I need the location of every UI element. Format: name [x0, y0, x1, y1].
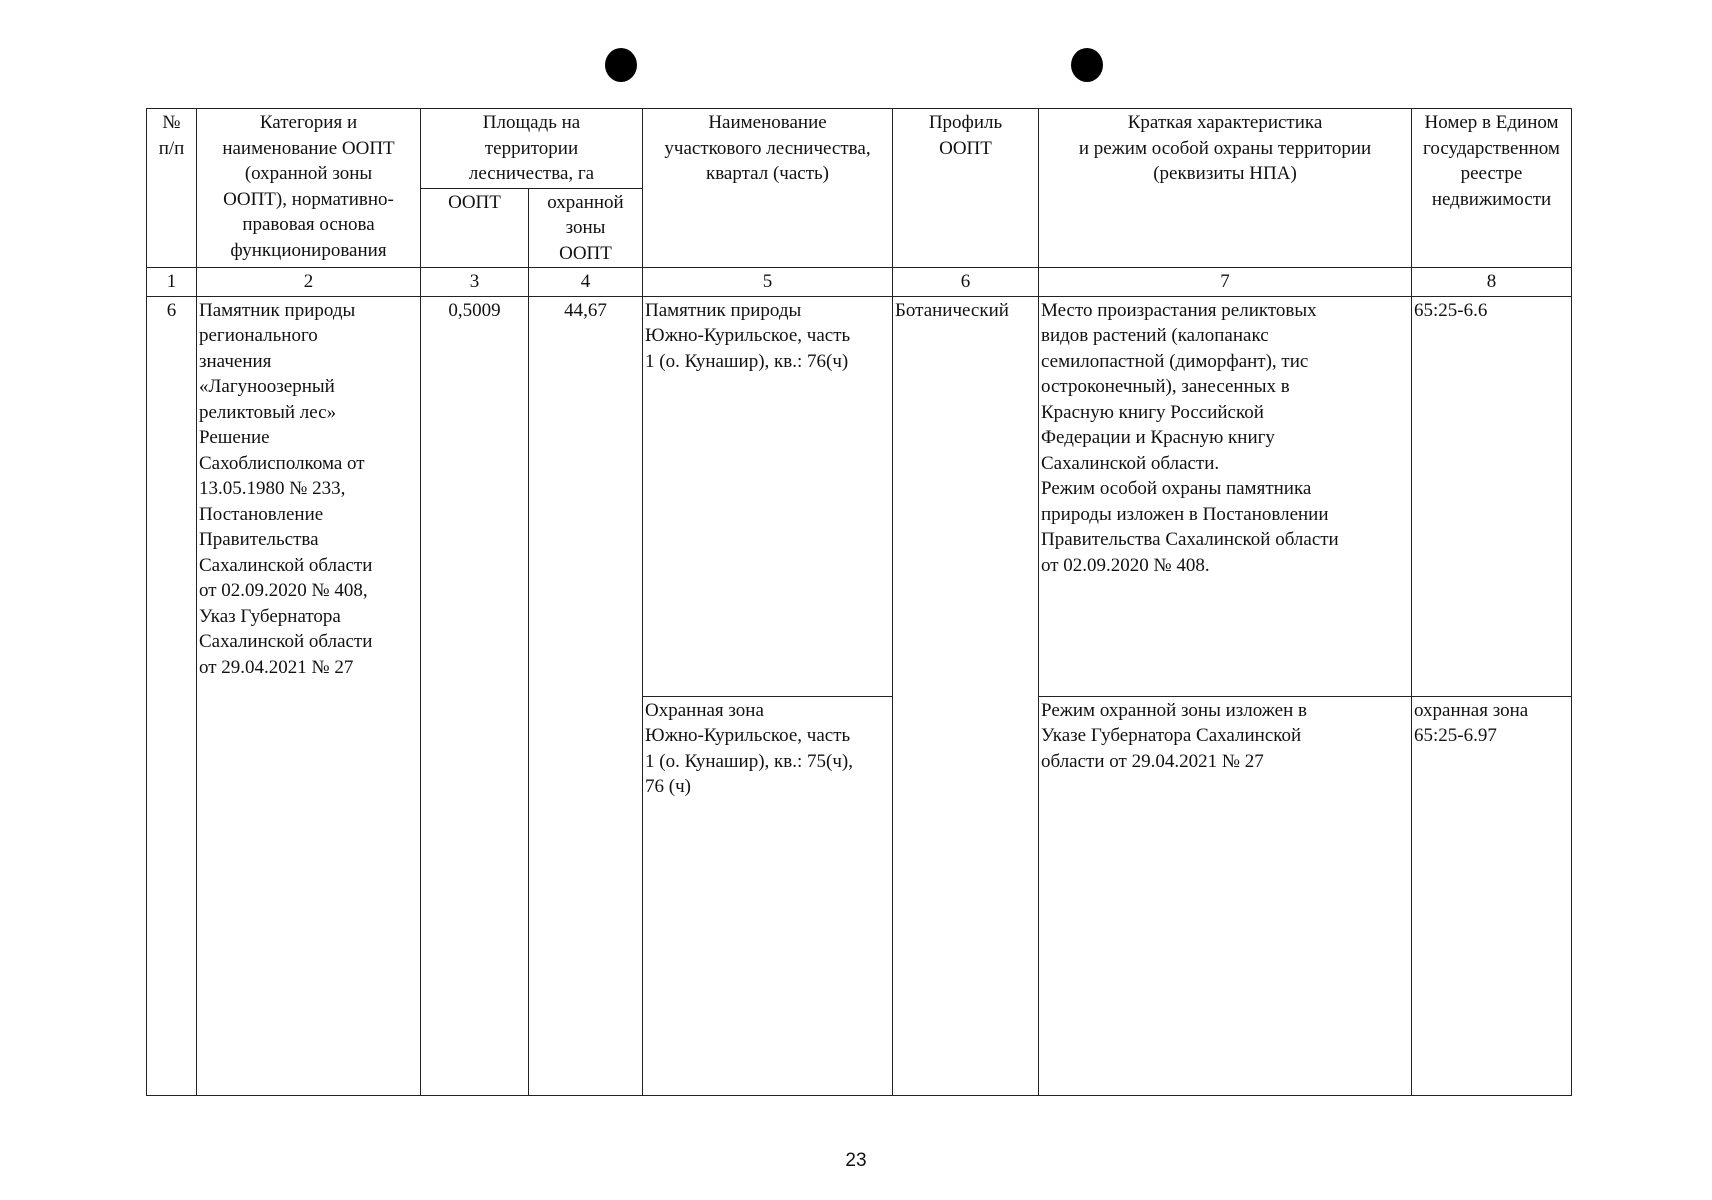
row-cadastre-zone: охранная зона 65:25-6.97	[1412, 696, 1572, 1096]
row-number: 6	[147, 296, 197, 1096]
header-area: Площадь на территории лесничества, га	[421, 109, 643, 189]
header-category: Категория и наименование ООПТ (охранной зоны ООПТ), нормативно- правовая основа функционирования	[197, 109, 421, 268]
header-profile: Профиль ООПТ	[893, 109, 1039, 268]
row-category: Памятник природы регионального значения «Лагуноозерный реликтовый лес» Решение Сахоблисполкома от 13.05.1980 № 233, Постановление Правительства Сахалинской области от 02.09.2020 № 408, Указ Губернатора Сахалинской области от 29.04.2021 № 27	[197, 296, 421, 1096]
header-no: № п/п	[147, 109, 197, 268]
protected-areas-table	[146, 108, 1572, 1096]
row-forestry-monument: Памятник природы Южно-Курильское, часть 1 (о. Кунашир), кв.: 76(ч)	[643, 296, 893, 696]
punch-hole-left	[605, 48, 637, 82]
column-number: 6	[893, 268, 1039, 297]
column-number: 8	[1412, 268, 1572, 297]
header-area-oopt: ООПТ	[421, 188, 529, 268]
page-number: 23	[845, 1150, 867, 1171]
header-forestry: Наименование участкового лесничества, квартал (часть)	[643, 109, 893, 268]
column-number: 7	[1039, 268, 1412, 297]
row-area-zone: 44,67	[529, 296, 643, 1096]
column-number: 5	[643, 268, 893, 297]
header-cadastre: Номер в Едином государственном реестре недвижимости	[1412, 109, 1572, 268]
column-number: 4	[529, 268, 643, 297]
table-row-monument	[147, 296, 1572, 696]
column-number: 3	[421, 268, 529, 297]
row-description-monument: Место произрастания реликтовых видов растений (калопанакс семилопастной (диморфант), тис остроконечный), занесенных в Красную книгу Российской Федерации и Красную книгу Сахалинской области. Режим особой охраны памятника природы изложен в Постановлении Правительства Сахалинской области от 02.09.2020 № 408.	[1039, 296, 1412, 696]
row-description-zone: Режим охранной зоны изложен в Указе Губернатора Сахалинской области от 29.04.2021 № 27	[1039, 696, 1412, 1096]
column-number: 2	[197, 268, 421, 297]
punch-hole-right	[1071, 48, 1103, 82]
column-number: 1	[147, 268, 197, 297]
header-row-top	[147, 109, 1572, 189]
row-cadastre-monument: 65:25-6.6	[1412, 296, 1572, 696]
header-description: Краткая характеристика и режим особой охраны территории (реквизиты НПА)	[1039, 109, 1412, 268]
row-profile: Ботанический	[893, 296, 1039, 1096]
row-area-oopt: 0,5009	[421, 296, 529, 1096]
column-numbers-row	[147, 268, 1572, 297]
header-area-zone: охранной зоны ООПТ	[529, 188, 643, 268]
row-forestry-zone: Охранная зона Южно-Курильское, часть 1 (о. Кунашир), кв.: 75(ч), 76 (ч)	[643, 696, 893, 1096]
